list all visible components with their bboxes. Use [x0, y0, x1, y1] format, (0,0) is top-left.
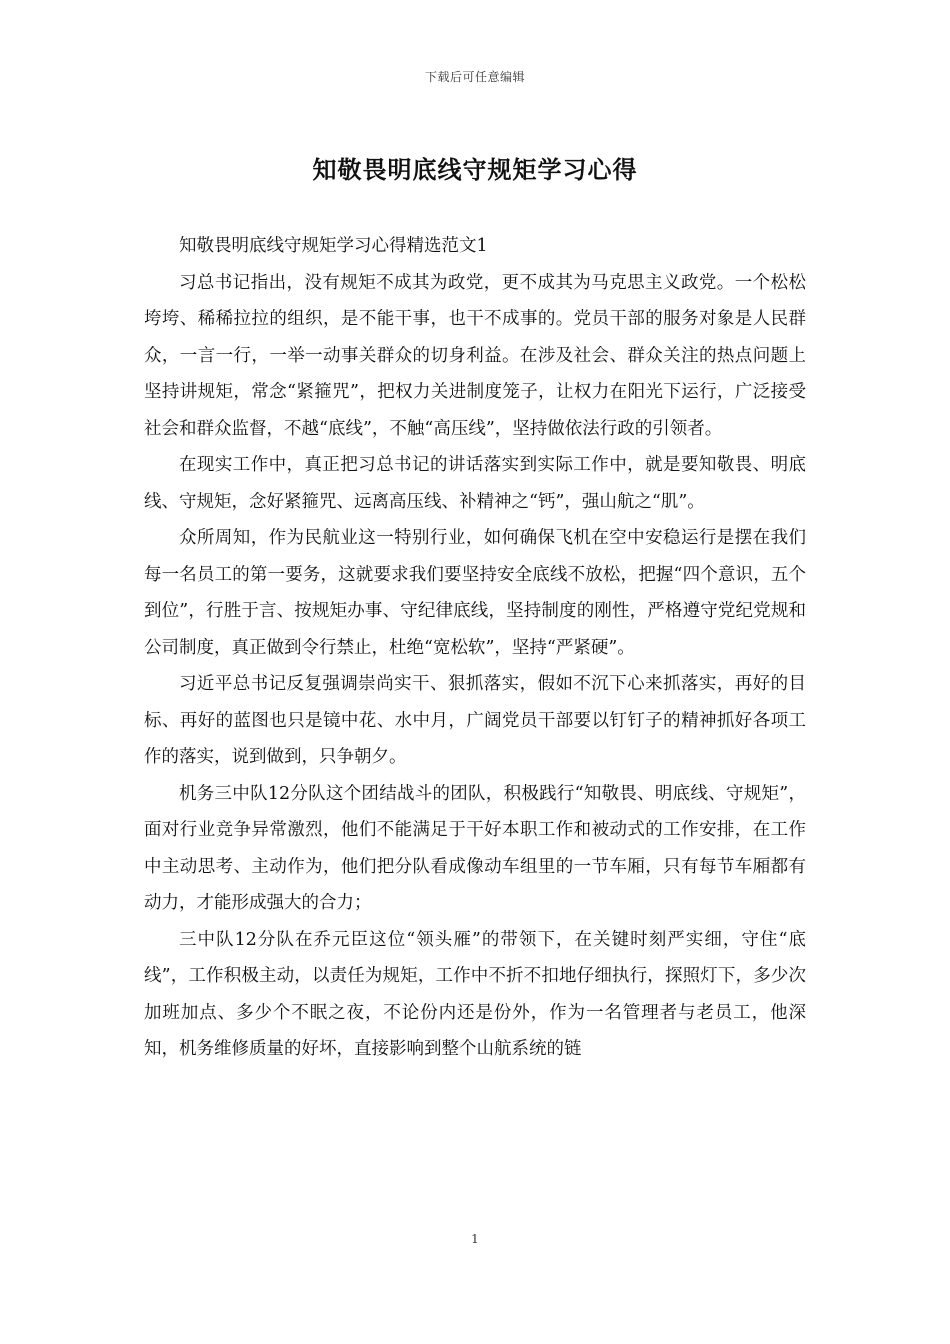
document-body — [144, 228, 806, 1068]
body-paragraph: 三中队12分队在乔元臣这位“领头雁”的带领下，在关键时刻严实细，守住“底线”，工作积极主动，以责任为规矩，工作中不折不扣地仔细执行，探照灯下，多少次加班加点、多少个不眠之夜，不论份内还是份外，作为一名管理者与老员工，他深知，机务维修质量的好坏，直接影响到整个山航系统的链 — [144, 929, 806, 1059]
body-paragraph: 众所周知，作为民航业这一特别行业，如何确保飞机在空中安稳运行是摆在我们每一名员工的第一要务，这就要求我们要坚持安全底线不放松，把握“四个意识，五个到位”，行胜于言、按规矩办事、守纪律底线，坚持制度的刚性，严格遵守党纪党规和公司制度，真正做到令行禁止，杜绝“宽松软”，坚持“严紧硬”。 — [144, 528, 806, 658]
document-title: 知敬畏明底线守规矩学习心得 — [312, 155, 638, 184]
body-paragraph: 习总书记指出，没有规矩不成其为政党，更不成其为马克思主义政党。一个松松垮垮、稀稀拉拉的组织，是不能干事，也干不成事的。党员干部的服务对象是人民群众，一言一行，一举一动事关群众的切身利益。在涉及社会、群众关注的热点问题上坚持讲规矩，常念“紧箍咒”，把权力关进制度笼子，让权力在阳光下运行，广泛接受社会和群众监督，不越“底线”，不触“高压线”，坚持做依法行政的引领者。 — [144, 272, 806, 439]
page-number: 1 — [471, 1232, 479, 1246]
body-paragraph: 机务三中队12分队这个团结战斗的团队，积极践行“知敬畏、明底线、守规矩”，面对行业竞争异常激烈，他们不能满足于干好本职工作和被动式的工作安排，在工作中主动思考、主动作为，他们把分队看成像动车组里的一节车厢，只有每节车厢都有动力，才能形成强大的合力； — [144, 783, 806, 913]
body-paragraph: 在现实工作中，真正把习总书记的讲话落实到实际工作中，就是要知敬畏、明底线、守规矩，念好紧箍咒、远离高压线、补精神之“钙”，强山航之“肌”。 — [144, 455, 806, 512]
body-paragraph: 习近平总书记反复强调崇尚实干、狠抓落实，假如不沉下心来抓落实，再好的目标、再好的蓝图也只是镜中花、水中月，广阔党员干部要以钉钉子的精神抓好各项工作的落实，说到做到，只争朝夕。 — [144, 674, 806, 767]
subtitle-paragraph: 知敬畏明底线守规矩学习心得精选范文1 — [179, 236, 488, 256]
page-header-note: 下载后可任意编辑 — [424, 70, 525, 84]
